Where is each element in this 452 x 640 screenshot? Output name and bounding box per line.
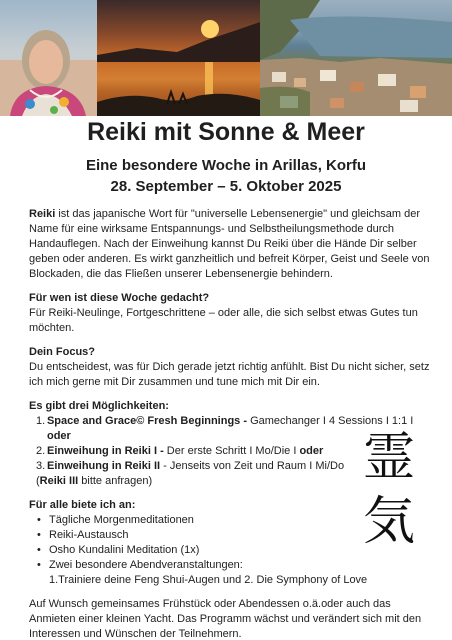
portrait-photo: [0, 0, 97, 116]
offer-text: Tägliche Morgenmeditationen: [49, 514, 194, 526]
bullet-icon: •: [37, 559, 41, 571]
bullet-icon: •: [37, 529, 41, 541]
event-dates: 28. September – 5. Oktober 2025: [110, 178, 342, 195]
note-bold: Reiki III: [39, 475, 79, 487]
note-open: (: [36, 475, 40, 487]
focus-section: [29, 345, 439, 390]
sunset-photo: [97, 0, 260, 116]
sunset-illustration: [97, 0, 260, 116]
page-title: Reiki mit Sonne & Meer: [87, 118, 365, 146]
option-title: Space and Grace© Fresh Beginnings -: [46, 415, 251, 427]
who-text: Für Reiki-Neulinge, Fortgeschrittene – oder alle, die sich selbst etwas Gutes tun möchten.: [29, 307, 418, 334]
header-photo-banner: [0, 0, 452, 116]
option-detail: Der erste Schritt I Mo/Die I: [166, 445, 300, 457]
bullet-icon: •: [37, 544, 41, 556]
list-item: [29, 558, 439, 573]
intro-text: ist das japanische Wort für "universelle Lebensenergie" und gleichsam der Name für eine wirksame Entspannungs- und Selbstheilungsmethode durch Handauflegen. Nach der Einweihung kannst Du Reiki über die Hände Dir selber geben oder anderen. Es wirkt ganzheitlich und befreit Körper, Geist und Seele von Blockaden, die das Fließen unserer Lebensenergie behindern.: [29, 208, 430, 280]
offers-heading: Für alle biete ich an:: [29, 499, 136, 511]
who-heading: Für wen ist diese Woche gedacht?: [29, 292, 210, 304]
focus-text: Du entscheidest, was für Dich gerade jetzt richtig anfühlt. Bist Du nicht sicher, setz ich mich gerne mit Dir zusammen und tune mich mit Dir ein.: [29, 361, 430, 388]
option-title: Einweihung in Reiki I -: [47, 445, 167, 457]
focus-heading: Dein Focus?: [29, 346, 96, 358]
offer-text: Zwei besondere Abendveranstaltungen:: [49, 559, 243, 571]
closing-paragraph: Auf Wunsch gemeinsames Frühstück oder Abendessen o.ä.oder auch das Anmieten einer kleinen Yacht. Das Programm wächst und verändert sich mit den Interessen und Wünschen der Teilnehmern.: [29, 598, 422, 640]
who-section: [29, 291, 439, 336]
bullet-icon: •: [37, 514, 41, 526]
event-subtitle: Eine besondere Woche in Arillas, Korfu: [85, 157, 367, 174]
list-number: 2.: [36, 445, 46, 457]
coast-illustration: [260, 0, 452, 116]
body-content: [29, 207, 439, 640]
reiki-kanji-rei: 霊: [362, 428, 415, 488]
option-or: oder: [46, 430, 71, 442]
offer-text: Osho Kundalini Meditation (1x): [49, 544, 200, 556]
note-rest: bitte anfragen): [78, 475, 153, 487]
list-number: 3.: [36, 460, 46, 472]
intro-paragraph: [29, 207, 439, 282]
option-detail: Gamechanger I 4 Sessions I 1:1 I: [250, 415, 414, 427]
options-heading: Es gibt drei Möglichkeiten:: [29, 400, 169, 412]
list-number: 1.: [36, 415, 46, 427]
offer-text: Reiki-Austausch: [49, 529, 129, 541]
portrait-illustration: [0, 0, 97, 116]
option-or: oder: [299, 445, 324, 457]
offers-sub-item: 1.Trainiere deine Feng Shui-Augen und 2. Die Symphony of Love: [49, 574, 368, 586]
coast-photo: [260, 0, 452, 116]
intro-bold-word: Reiki: [29, 208, 56, 220]
option-detail: - Jenseits von Zeit und Raum I Mi/Do: [160, 460, 345, 472]
option-title: Einweihung in Reiki II: [47, 460, 161, 472]
reiki-kanji-ki: 気: [362, 492, 415, 552]
